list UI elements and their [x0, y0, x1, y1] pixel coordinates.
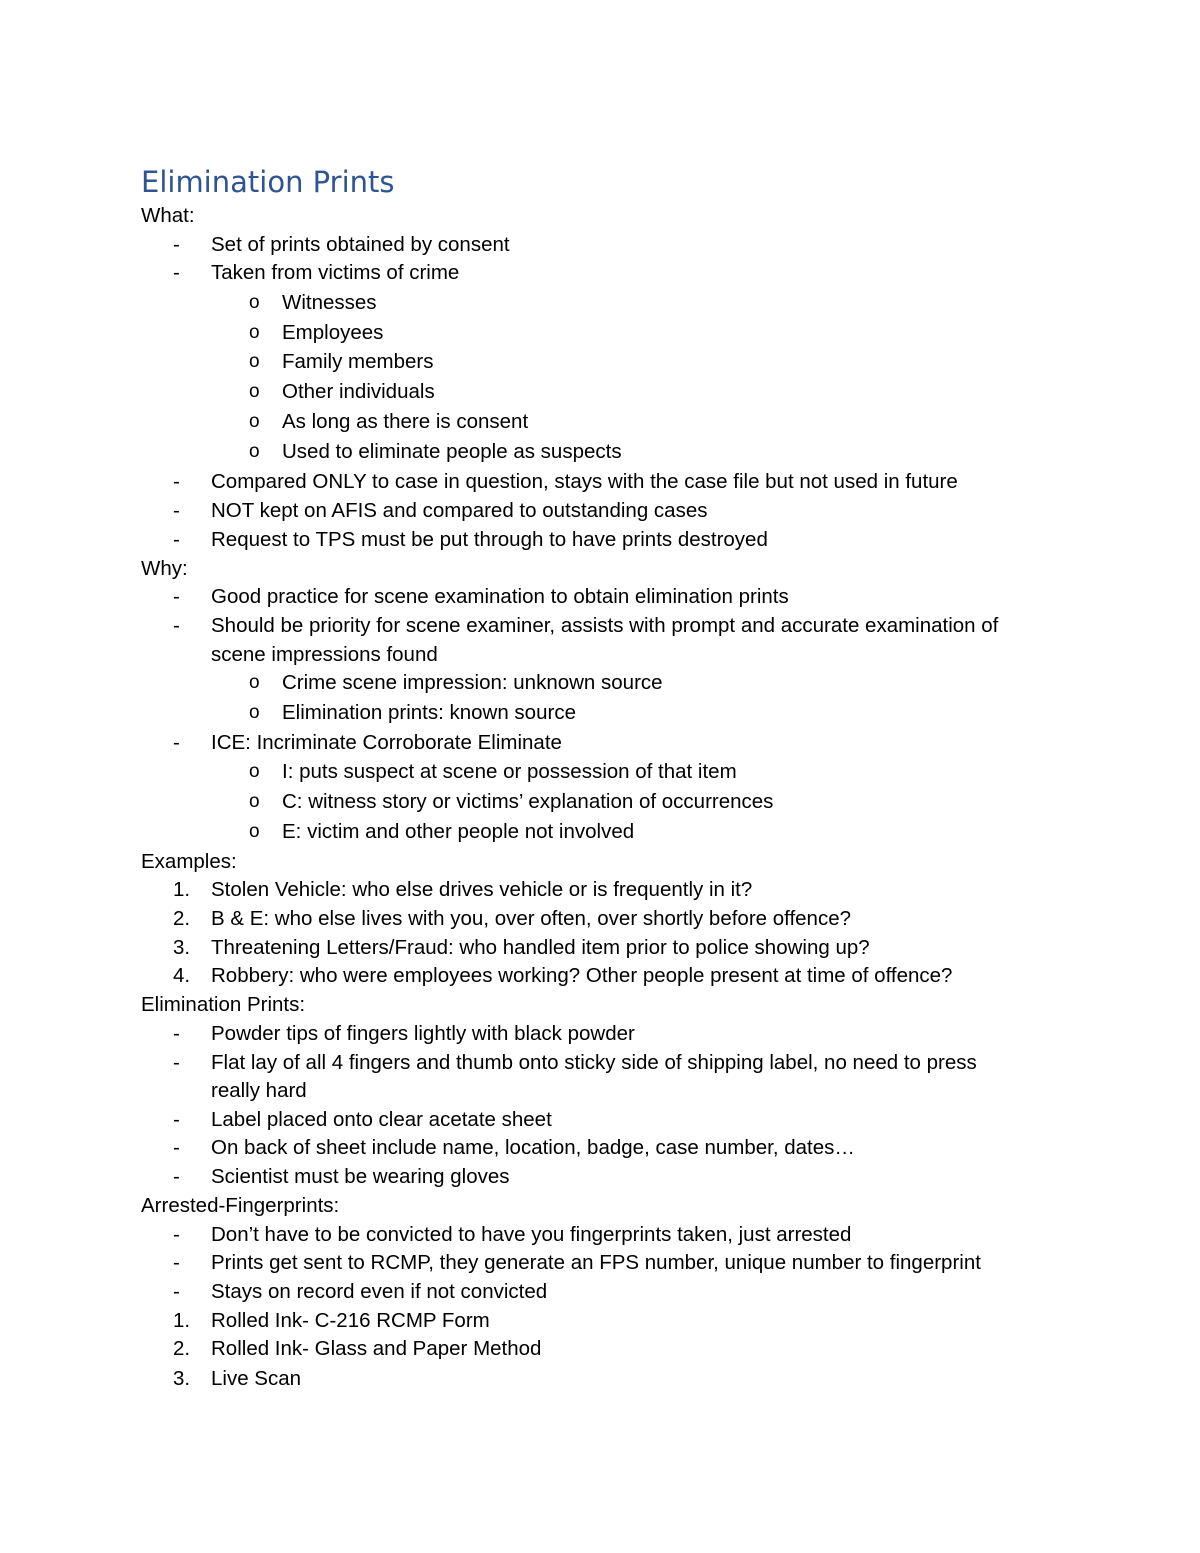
circle-bullet: o — [249, 761, 260, 782]
dash-bullet: - — [173, 1251, 180, 1274]
item-number: 4. — [173, 964, 191, 987]
dash-bullet: - — [173, 1280, 180, 1303]
dash-bullet: - — [173, 1223, 180, 1246]
section-heading-elimination-prints: Elimination Prints: — [141, 993, 306, 1016]
dash-bullet: - — [173, 528, 180, 551]
dash-bullet: - — [173, 1051, 180, 1074]
dash-bullet: - — [173, 1108, 180, 1131]
circle-bullet: o — [249, 821, 260, 842]
item-number: 1. — [173, 1309, 191, 1332]
dash-bullet: - — [173, 1165, 180, 1188]
item-number: 2. — [173, 1337, 191, 1360]
item-number: 3. — [173, 936, 191, 959]
dash-bullet: - — [173, 1022, 180, 1045]
circle-bullet: o — [249, 411, 260, 432]
section-heading-why: Why: — [141, 557, 188, 580]
dash-bullet: - — [173, 585, 180, 608]
item-number: 3. — [173, 1367, 191, 1390]
circle-bullet: o — [249, 351, 260, 372]
section-heading-examples: Examples: — [141, 850, 237, 873]
page-title: Elimination Prints — [141, 165, 395, 199]
list-item-continuation: scene impressions found — [211, 643, 438, 666]
dash-bullet: - — [173, 614, 180, 637]
list-item-continuation: really hard — [211, 1079, 307, 1102]
dash-bullet: - — [173, 731, 180, 754]
circle-bullet: o — [249, 322, 260, 343]
dash-bullet: - — [173, 1136, 180, 1159]
dash-bullet: - — [173, 499, 180, 522]
item-number: 1. — [173, 878, 191, 901]
item-number: 2. — [173, 907, 191, 930]
document-page: Elimination Prints What: - Set of prints obtained by consent - Taken from victims of crime o Witnesses o Employees o Family members o Other individuals o As long as there is consent o Used to eliminate people as suspects - Compared ONLY to case in question, stays with the case file but not used in future - NOT kept on AFIS and compared to outstanding cases - Request to TPS must be put through to have prints destroyed Why: - Good practice for scene examination to obtain elimination prints - Should be priority for scene examiner, assists with prompt and accurate examination of scene impressions found o Crime scene impression: unknown source o Elimination prints: known source - ICE: Incriminate Corroborate Eliminate o I: puts suspect at scene or possession of that item o C: witness story or victims’ explanation of occurrences o E: victim and other people not involved Examples: 1. Stolen Vehicle: who else drives vehicle or is frequently in it? 2. B & E: who else lives with you, over often, over shortly before offence? 3. Threatening Letters/Fraud: who handled item prior to police showing up? 4. Robbery: who were employees working? Other people present at time of offence? Elimination Prints: - Powder tips of fingers lightly with black powder - Flat lay of all 4 fingers and thumb onto sticky side of shipping label, no need to press really hard - Label placed onto clear acetate sheet - On back of sheet include name, location, badge, case number, dates… - Scientist must be wearing gloves Arrested-Fingerprints: - Don’t have to be convicted to have you fingerprints taken, just arrested - Prints get sent to RCMP, they generate an FPS number, unique number to fingerprint - Stays on record even if not convicted 1. Rolled Ink- C-216 RCMP Form 2. Rolled Ink- Glass and Paper Method 3. Live Scan — [0, 0, 1200, 1553]
dash-bullet: - — [173, 261, 180, 284]
circle-bullet: o — [249, 791, 260, 812]
circle-bullet: o — [249, 381, 260, 402]
section-heading-arrested-fingerprints: Arrested-Fingerprints: — [141, 1194, 340, 1217]
section-heading-what: What: — [141, 204, 195, 227]
circle-bullet: o — [249, 672, 260, 693]
dash-bullet: - — [173, 470, 180, 493]
circle-bullet: o — [249, 441, 260, 462]
dash-bullet: - — [173, 233, 180, 256]
circle-bullet: o — [249, 702, 260, 723]
circle-bullet: o — [249, 292, 260, 313]
